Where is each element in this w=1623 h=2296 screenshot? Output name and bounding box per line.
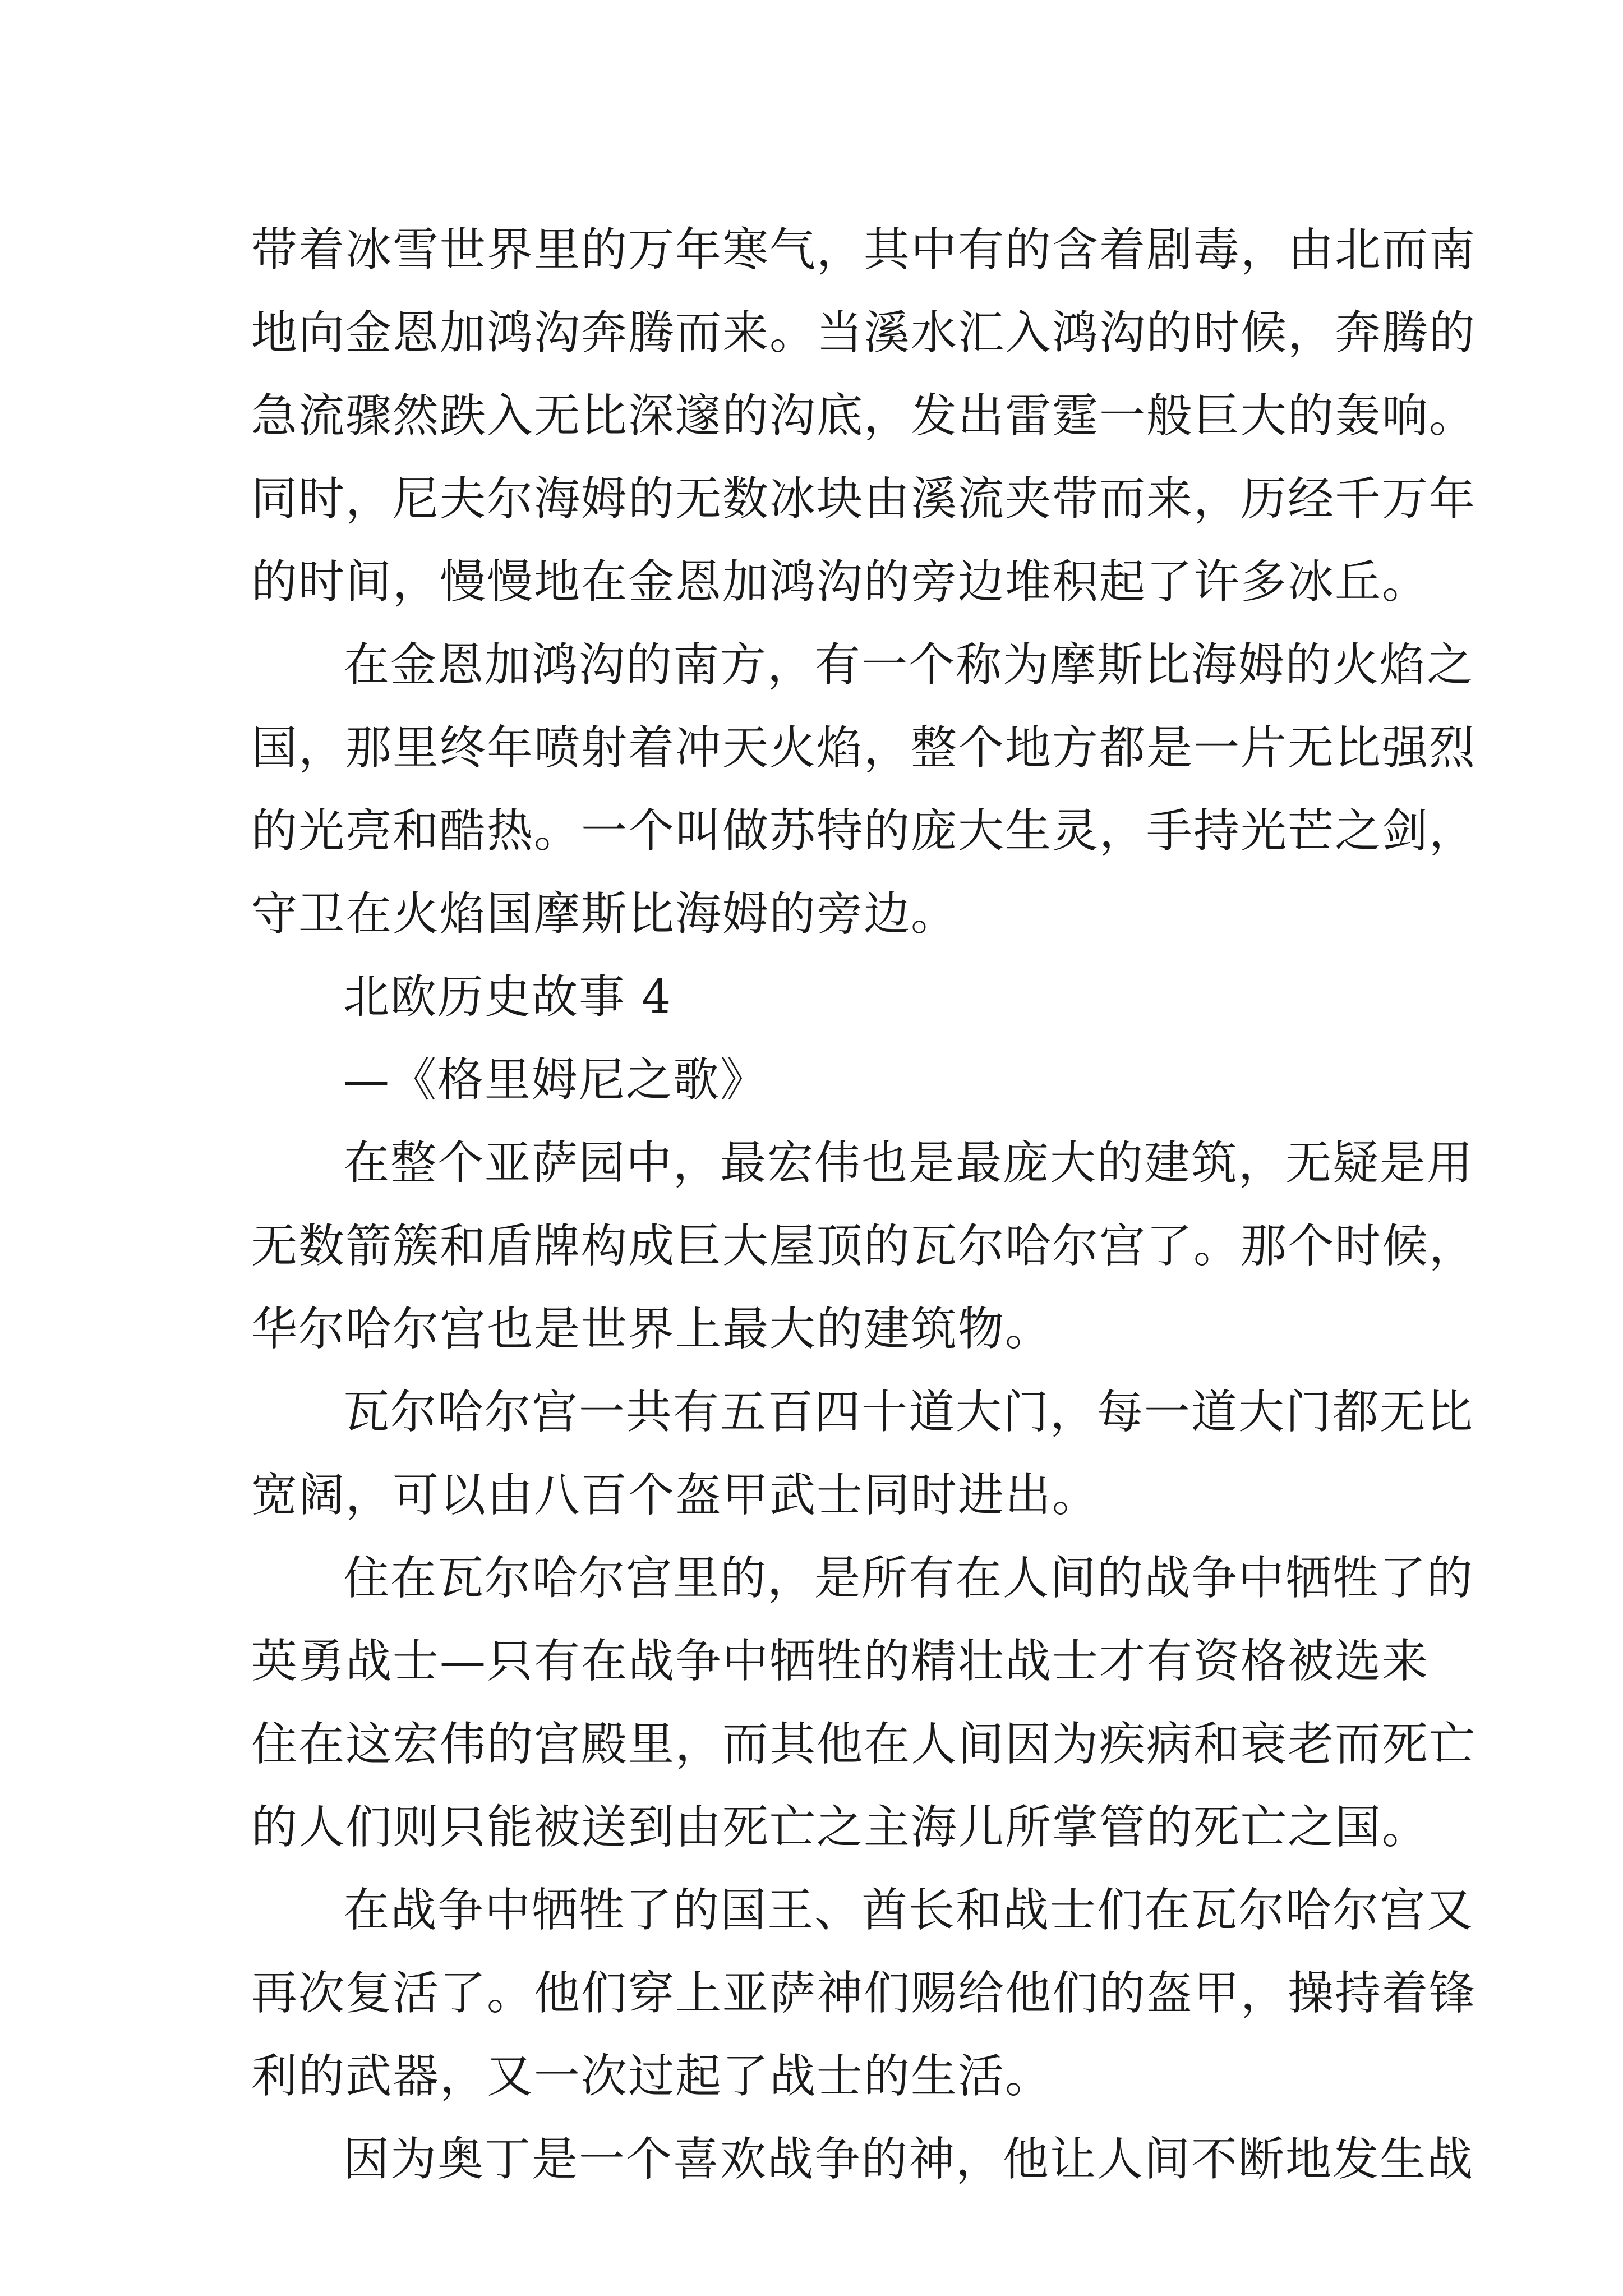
text-line: 英勇战士—只有在战争中牺牲的精壮战士才有资格被选来 (251, 1635, 1430, 1688)
paragraph-first-line: 因为奥丁是一个喜欢战争的神，他让人间不断地发生战 (343, 2133, 1474, 2186)
text-line: 同时，尼夫尔海姆的无数冰块由溪流夹带而来，历经千万年 (251, 472, 1477, 526)
text-line: 华尔哈尔宫也是世界上最大的建筑物。 (251, 1303, 1053, 1356)
paragraph-first-line: 在整个亚萨园中，最宏伟也是最庞大的建筑，无疑是用 (343, 1137, 1474, 1190)
text-line: 再次复活了。他们穿上亚萨神们赐给他们的盔甲，操持着锋 (251, 1967, 1477, 2020)
text-line: 的光亮和酷热。一个叫做苏特的庞大生灵，手持光芒之剑， (251, 804, 1477, 858)
text-line: 的人们则只能被送到由死亡之主海儿所掌管的死亡之国。 (251, 1801, 1430, 1854)
paragraph-first-line: 北欧历史故事 4 (343, 970, 672, 1024)
text-line: 宽阔，可以由八百个盔甲武士同时进出。 (251, 1469, 1100, 1522)
text-line: 急流骤然跌入无比深邃的沟底，发出雷霆一般巨大的轰响。 (251, 389, 1477, 443)
body-text (251, 209, 1477, 2201)
paragraph-first-line: 住在瓦尔哈尔宫里的，是所有在人间的战争中牺牲了的 (343, 1552, 1474, 1605)
text-line: 的时间，慢慢地在金恩加鸿沟的旁边堆积起了许多冰丘。 (251, 555, 1430, 609)
text-line: 带着冰雪世界里的万年寒气，其中有的含着剧毒，由北而南 (251, 223, 1477, 277)
paragraph-first-line: 在金恩加鸿沟的南方，有一个称为摩斯比海姆的火焰之 (343, 638, 1474, 692)
text-line: 无数箭簇和盾牌构成巨大屋顶的瓦尔哈尔宫了。那个时候， (251, 1220, 1477, 1273)
text-line: 国，那里终年喷射着冲天火焰，整个地方都是一片无比强烈 (251, 721, 1477, 775)
text-line: 住在这宏伟的宫殿里，而其他在人间因为疾病和衰老而死亡 (251, 1718, 1477, 1771)
text-line: 利的武器，又一次过起了战士的生活。 (251, 2050, 1053, 2103)
paragraph-first-line: 在战争中牺牲了的国王、酋长和战士们在瓦尔哈尔宫又 (343, 1884, 1474, 1937)
paragraph-first-line: —《格里姆尼之歌》 (343, 1053, 768, 1107)
text-line: 地向金恩加鸿沟奔腾而来。当溪水汇入鸿沟的时候，奔腾的 (251, 306, 1477, 360)
paragraph-first-line: 瓦尔哈尔宫一共有五百四十道大门，每一道大门都无比 (343, 1386, 1474, 1439)
text-line: 守卫在火焰国摩斯比海姆的旁边。 (251, 887, 958, 941)
